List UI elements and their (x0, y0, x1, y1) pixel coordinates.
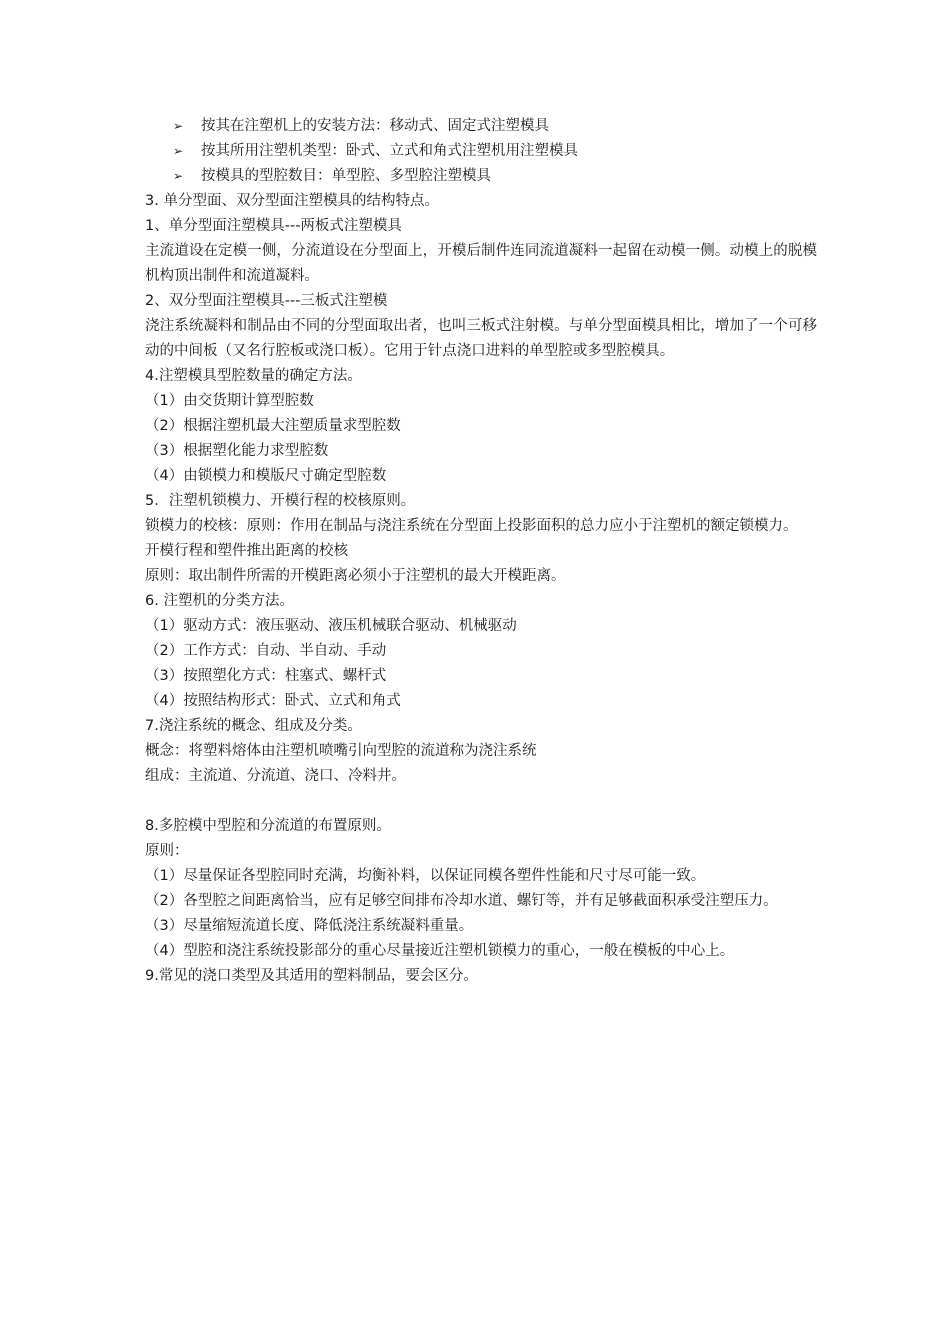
document-body (145, 114, 817, 989)
list-item: （1）尽量保证各型腔同时充满，均衡补料，以保证同模各塑件性能和尺寸尽可能一致。 (145, 868, 706, 884)
arrow-bullet-icon: ➢ (173, 119, 184, 133)
list-item: （3）尽量缩短流道长度、降低浇注系统凝料重量。 (145, 918, 474, 934)
list-item: （4）型腔和浇注系统投影部分的重心尽量接近注塑机锁模力的重心，一般在模板的中心上。 (145, 943, 735, 959)
section-8-heading: 8.多腔模中型腔和分流道的布置原则。 (145, 818, 391, 834)
list-item: （4）由锁模力和模版尺寸确定型腔数 (145, 468, 387, 484)
three-plate-mold-title: 2、双分型面注塑模具---三板式注塑模 (145, 293, 388, 309)
bullet-text: 按其在注塑机上的安装方法：移动式、固定式注塑模具 (201, 118, 549, 134)
list-item: （1）驱动方式：液压驱动、液压机械联合驱动、机械驱动 (145, 618, 517, 634)
list-item: （3）按照塑化方式：柱塞式、螺杆式 (145, 668, 387, 684)
gating-composition: 组成：主流道、分流道、浇口、冷料井。 (145, 768, 406, 784)
two-plate-mold-title: 1、单分型面注塑模具---两板式注塑模具 (145, 218, 402, 234)
list-item: （4）按照结构形式：卧式、立式和角式 (145, 693, 401, 709)
three-plate-mold-description: 浇注系统凝料和制品由不同的分型面取出者，也叫三板式注射模。与单分型面模具相比，增加了一个可移动的中间板（又名行腔板或浇口板）。它用于针点浇口进料的单型腔或多型腔模具。 (145, 318, 817, 359)
section-7-heading: 7.浇注系统的概念、组成及分类。 (145, 718, 362, 734)
section-4-heading: 4.注塑模具型腔数量的确定方法。 (145, 368, 362, 384)
list-item: （2）工作方式：自动、半自动、手动 (145, 643, 387, 659)
opening-stroke-title: 开模行程和塑件推出距离的校核 (145, 543, 348, 559)
principle-label: 原则： (145, 843, 189, 859)
section-9-heading: 9.常见的浇口类型及其适用的塑料制品，要会区分。 (145, 968, 478, 984)
arrow-bullet-icon: ➢ (173, 144, 184, 158)
list-item: （1）由交货期计算型腔数 (145, 393, 314, 409)
bullet-text: 按其所用注塑机类型：卧式、立式和角式注塑机用注塑模具 (201, 143, 578, 159)
clamp-force-check: 锁模力的校核：原则：作用在制品与浇注系统在分型面上投影面积的总力应小于注塑机的额定锁模力。 (145, 518, 798, 534)
list-item: （3）根据塑化能力求型腔数 (145, 443, 329, 459)
bullet-text: 按模具的型腔数目：单型腔、多型腔注塑模具 (201, 168, 491, 184)
arrow-bullet-icon: ➢ (173, 169, 184, 183)
section-5-heading: 5．注塑机锁模力、开模行程的校核原则。 (145, 493, 416, 509)
blank-line (145, 789, 817, 814)
opening-stroke-principle: 原则：取出制件所需的开模距离必须小于注塑机的最大开模距离。 (145, 568, 566, 584)
list-item: （2）根据注塑机最大注塑质量求型腔数 (145, 418, 401, 434)
bullet-item (145, 139, 817, 164)
bullet-item (145, 164, 817, 189)
two-plate-mold-description: 主流道设在定模一侧，分流道设在分型面上，开模后制件连同流道凝料一起留在动模一侧。动模上的脱模机构顶出制件和流道凝料。 (145, 243, 817, 284)
section-3-heading: 3. 单分型面、双分型面注塑模具的结构特点。 (145, 193, 439, 209)
list-item: （2）各型腔之间距离恰当，应有足够空间排布冷却水道、螺钉等，并有足够截面积承受注塑压力。 (145, 893, 778, 909)
section-6-heading: 6. 注塑机的分类方法。 (145, 593, 294, 609)
bullet-item (145, 114, 817, 139)
gating-concept: 概念：将塑料熔体由注塑机喷嘴引向型腔的流道称为浇注系统 (145, 743, 537, 759)
